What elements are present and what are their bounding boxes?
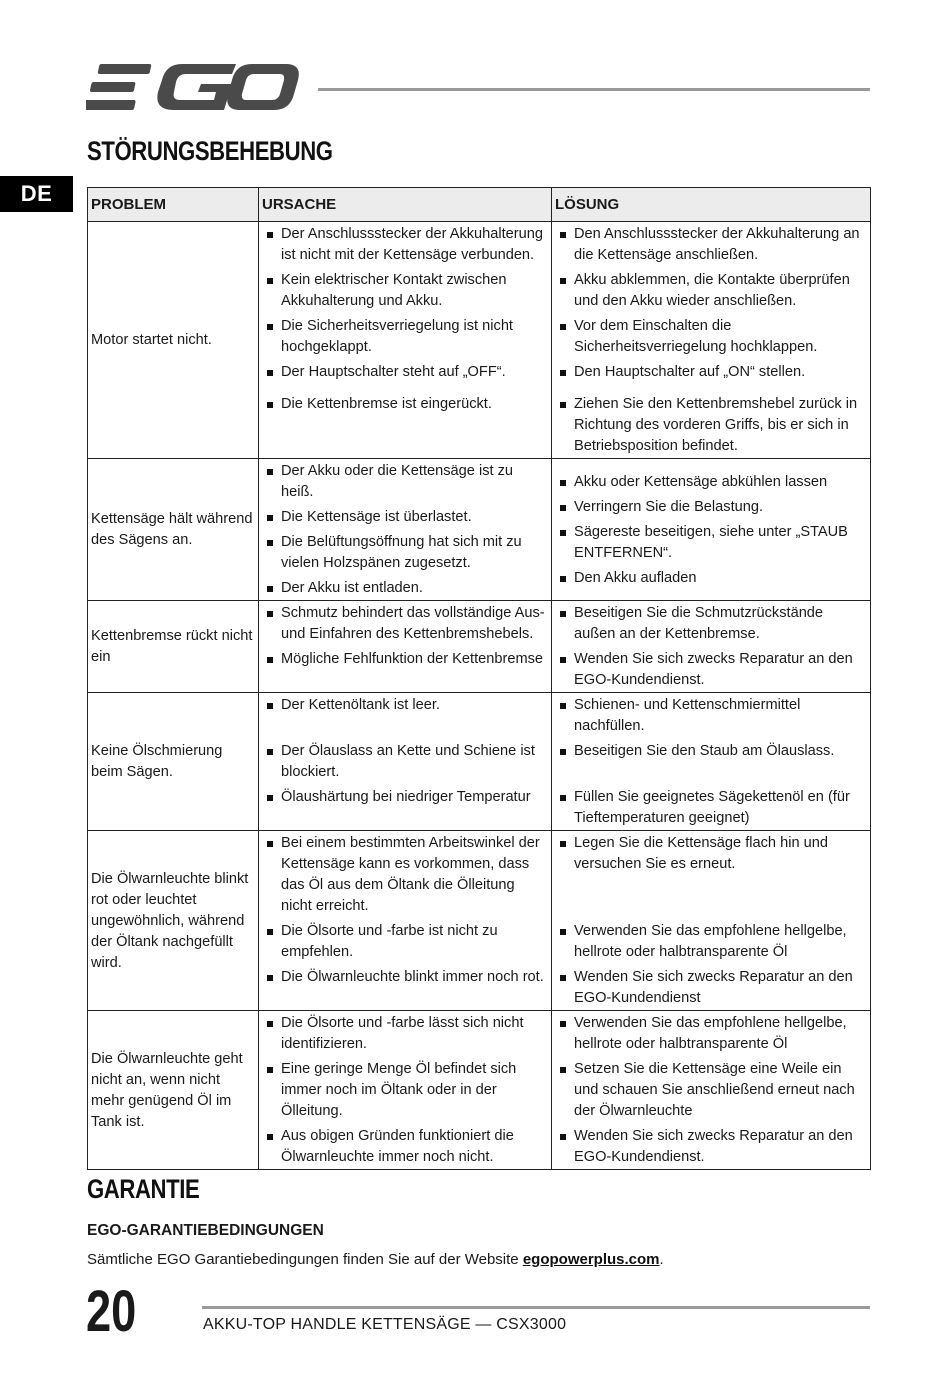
solution-item: Vor dem Einschalten die Sicherheitsverriegelung hochklappen. (555, 316, 867, 358)
solution-item: Wenden Sie sich zwecks Reparatur an den EGO-Kundendienst (555, 967, 867, 1009)
solution-item: Den Anschlussstecker der Akkuhalterung an die Kettensäge anschließen. (555, 224, 867, 266)
solution-item: Schienen- und Kettenschmiermittel nachfüllen. (555, 695, 867, 737)
section-title-warranty: GARANTIE (87, 1174, 200, 1204)
cause-item: Der Hauptschalter steht auf „OFF“. (262, 362, 548, 383)
cause-item: Kein elektrischer Kontakt zwischen Akkuhalterung und Akku. (262, 270, 548, 312)
cause-cell (259, 459, 552, 601)
footer-rule (202, 1306, 870, 1309)
solution-item: Wenden Sie sich zwecks Reparatur an den EGO-Kundendienst. (555, 649, 867, 691)
cause-item: Eine geringe Menge Öl befindet sich immer noch im Öltank oder in der Ölleitung. (262, 1059, 548, 1122)
cause-item: Der Akku oder die Kettensäge ist zu heiß. (262, 461, 548, 503)
solution-item: Beseitigen Sie den Staub am Ölauslass. (555, 741, 867, 762)
solution-cell (552, 459, 871, 601)
header-solution: LÖSUNG (552, 188, 871, 222)
language-tab: DE (0, 176, 73, 212)
page-number: 20 (86, 1279, 137, 1344)
ego-logo-graphic (86, 62, 300, 114)
solution-cell (552, 601, 871, 693)
solution-item: Akku abklemmen, die Kontakte überprüfen und den Akku wieder anschließen. (555, 270, 867, 312)
solution-item: Beseitigen Sie die Schmutzrückstände außen an der Kettenbremse. (555, 603, 867, 645)
warranty-subheading: EGO-GARANTIEBEDINGUNGEN (87, 1222, 324, 1239)
cause-item: Die Ölsorte und -farbe ist nicht zu empfehlen. (262, 921, 548, 963)
problem-cell: Keine Ölschmierung beim Sägen. (88, 693, 259, 831)
troubleshooting-table (87, 187, 871, 1170)
solution-item: Verwenden Sie das empfohlene hellgelbe, hellrote oder halbtransparente Öl (555, 1013, 867, 1055)
section-title-troubleshooting: STÖRUNGSBEHEBUNG (87, 136, 333, 166)
solution-item: Wenden Sie sich zwecks Reparatur an den EGO-Kundendienst. (555, 1126, 867, 1168)
table-header-row (88, 188, 871, 222)
table-row (88, 693, 871, 831)
cause-cell (259, 1011, 552, 1170)
warranty-paragraph (87, 1251, 664, 1268)
solution-item: Verringern Sie die Belastung. (555, 497, 867, 518)
solution-cell (552, 831, 871, 1011)
ego-logo (86, 62, 300, 114)
table-row (88, 1011, 871, 1170)
table-row (88, 222, 871, 459)
warranty-text: Sämtliche EGO Garantiebedingungen finden Sie auf der Website (87, 1251, 523, 1268)
cause-item: Bei einem bestimmten Arbeitswinkel der Kettensäge kann es vorkommen, dass das Öl aus dem Öltank die Ölleitung nicht erreicht. (262, 833, 548, 917)
problem-cell: Kettenbremse rückt nicht ein (88, 601, 259, 693)
table-row (88, 831, 871, 1011)
table-row (88, 601, 871, 693)
problem-cell: Motor startet nicht. (88, 222, 259, 459)
cause-item: Der Anschlussstecker der Akkuhalterung ist nicht mit der Kettensäge verbunden. (262, 224, 548, 266)
cause-item: Die Kettenbremse ist eingerückt. (262, 394, 548, 415)
footer-product-title: AKKU-TOP HANDLE KETTENSÄGE — CSX3000 (203, 1316, 567, 1333)
cause-item: Aus obigen Gründen funktioniert die Ölwarnleuchte immer noch nicht. (262, 1126, 548, 1168)
header-cause: URSACHE (259, 188, 552, 222)
cause-item: Der Ölauslass an Kette und Schiene ist blockiert. (262, 741, 548, 783)
solution-item: Verwenden Sie das empfohlene hellgelbe, hellrote oder halbtransparente Öl (555, 921, 867, 963)
cause-cell (259, 831, 552, 1011)
cause-item: Die Belüftungsöffnung hat sich mit zu vielen Holzspänen zugesetzt. (262, 532, 548, 574)
solution-cell (552, 693, 871, 831)
cause-item: Mögliche Fehlfunktion der Kettenbremse (262, 649, 548, 670)
cause-item: Schmutz behindert das vollständige Aus- und Einfahren des Kettenbremshebels. (262, 603, 548, 645)
cause-item: Die Ölsorte und -farbe lässt sich nicht identifizieren. (262, 1013, 548, 1055)
solution-item: Ziehen Sie den Kettenbremshebel zurück in Richtung des vorderen Griffs, bis er sich in Betriebsposition befindet. (555, 394, 867, 457)
solution-cell (552, 222, 871, 459)
cause-item: Die Ölwarnleuchte blinkt immer noch rot. (262, 967, 548, 988)
problem-cell: Die Ölwarnleuchte blinkt rot oder leuchtet ungewöhnlich, während der Öltank nachgefüllt wird. (88, 831, 259, 1011)
cause-cell (259, 222, 552, 459)
cause-item: Die Sicherheitsverriegelung ist nicht hochgeklappt. (262, 316, 548, 358)
cause-cell (259, 693, 552, 831)
warranty-website-link[interactable]: egopowerplus.com (522, 1251, 660, 1268)
solution-item: Sägereste beseitigen, siehe unter „STAUB ENTFERNEN“. (555, 522, 867, 564)
solution-item: Füllen Sie geeignetes Sägekettenöl en (für Tieftemperaturen geeignet) (555, 787, 867, 829)
header-rule (318, 88, 870, 91)
cause-item: Die Kettensäge ist überlastet. (262, 507, 548, 528)
cause-item: Der Kettenöltank ist leer. (262, 695, 548, 716)
solution-item: Akku oder Kettensäge abkühlen lassen (555, 472, 867, 493)
solution-item: Den Hauptschalter auf „ON“ stellen. (555, 362, 867, 383)
cause-item: Der Akku ist entladen. (262, 578, 548, 599)
problem-cell: Kettensäge hält während des Sägens an. (88, 459, 259, 601)
problem-cell: Die Ölwarnleuchte geht nicht an, wenn nicht mehr genügend Öl im Tank ist. (88, 1011, 259, 1170)
solution-item: Den Akku aufladen (555, 568, 867, 589)
cause-cell (259, 601, 552, 693)
cause-item: Ölaushärtung bei niedriger Temperatur (262, 787, 548, 808)
warranty-text-end: . (659, 1251, 664, 1268)
solution-item: Setzen Sie die Kettensäge eine Weile ein und schauen Sie anschließend erneut nach der Ölwarnleuchte (555, 1059, 867, 1122)
solution-item: Legen Sie die Kettensäge flach hin und versuchen Sie es erneut. (555, 833, 867, 875)
table-row (88, 459, 871, 601)
header-problem: PROBLEM (88, 188, 259, 222)
solution-cell (552, 1011, 871, 1170)
